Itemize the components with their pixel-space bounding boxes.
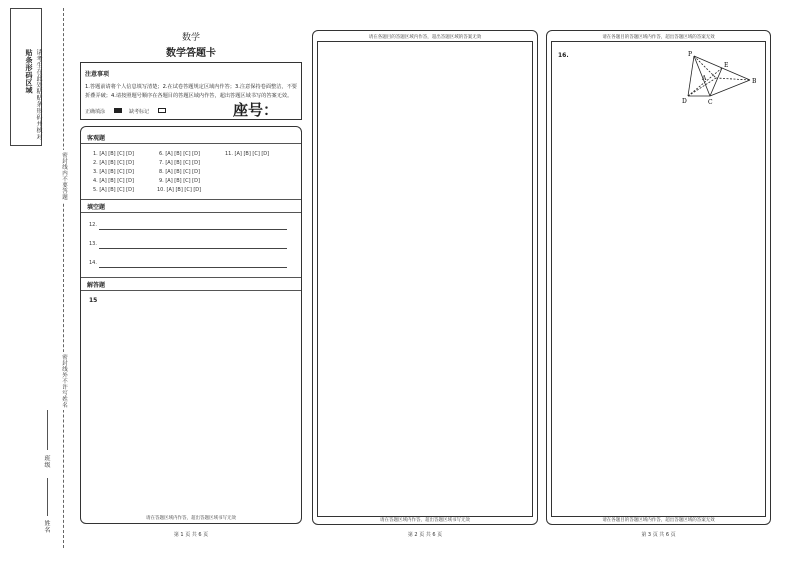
fill-q14-label: 14. bbox=[89, 260, 97, 266]
page3-top-warning: 请在各题目的答题区域内作答，超出答题区域的答案无效 bbox=[602, 35, 715, 40]
page1-footer: 第 1 页 共 6 页 bbox=[173, 532, 209, 538]
choice-q9[interactable]: 9. [A] [B] [C] [D] bbox=[159, 178, 200, 184]
notice-text: 1.答题前请将个人信息填写清楚；2.在试卷答题规定区域内作答；3.注意保持卷面整洁，不要折叠弄破；4.请按照题号顺序在各题目的答题区域内作答，超出答题区域书写的答案无效。 bbox=[85, 84, 297, 99]
page2-bottom-warning: 请在答题区域内作答，超出答题区域书写无效 bbox=[380, 518, 470, 523]
legend-missing-label: 缺考标记 bbox=[129, 109, 150, 115]
page3-footer: 第 3 页 共 6 页 bbox=[641, 532, 676, 538]
q15-answer-area[interactable] bbox=[83, 295, 299, 513]
empty-mark-icon bbox=[158, 108, 166, 113]
notice-box bbox=[80, 62, 302, 120]
choice-q11[interactable]: 11. [A] [B] [C] [D] bbox=[225, 151, 270, 157]
seal-line-text-bottom: 密封线外不许写姓名 bbox=[61, 354, 67, 408]
page2-top-warning: 请在各题目的答题区域内作答，超出答题区域的答案无效 bbox=[368, 35, 482, 40]
name-line bbox=[47, 478, 48, 516]
page3-bottom-warning: 请在各题目的答题区域内作答，超出答题区域的答案无效 bbox=[602, 518, 715, 523]
solve-q16-label: 16. bbox=[558, 52, 569, 59]
fill-q12-label: 12. bbox=[89, 222, 97, 228]
class-line bbox=[47, 410, 48, 450]
choice-q3[interactable]: 3. [A] [B] [C] [D] bbox=[93, 169, 134, 175]
seal-line bbox=[63, 8, 64, 548]
fill-heading: 填空题 bbox=[87, 204, 106, 211]
fill-q13-answer-line[interactable] bbox=[99, 248, 287, 249]
class-label: 班级 bbox=[43, 455, 50, 468]
page1-warning: 请在答题区域内作答，超出答题区域书写无效 bbox=[146, 516, 236, 521]
legend-correct-label: 正确填涂 bbox=[85, 109, 106, 115]
fill-q13-label: 13. bbox=[89, 241, 97, 247]
choice-q1[interactable]: 1. [A] [B] [C] [D] bbox=[93, 151, 134, 157]
divider bbox=[81, 199, 301, 200]
objective-heading: 客观题 bbox=[87, 135, 106, 142]
page2-answer-panel bbox=[312, 30, 538, 525]
divider bbox=[81, 290, 301, 291]
name-label: 姓名 bbox=[43, 520, 50, 533]
page2-footer: 第 2 页 共 6 页 bbox=[407, 532, 443, 538]
page3-answer-panel bbox=[546, 30, 771, 525]
barcode-area bbox=[10, 8, 42, 146]
card-title: 数学答题卡 bbox=[166, 48, 216, 59]
choice-q8[interactable]: 8. [A] [B] [C] [D] bbox=[159, 169, 200, 175]
filled-mark-icon bbox=[114, 108, 122, 113]
choice-q7[interactable]: 7. [A] [B] [C] [D] bbox=[159, 160, 200, 166]
choice-q2[interactable]: 2. [A] [B] [C] [D] bbox=[93, 160, 134, 166]
choice-q10[interactable]: 10. [A] [B] [C] [D] bbox=[157, 187, 202, 193]
page2-answer-area[interactable] bbox=[317, 41, 533, 517]
solve-q15-label: 15 bbox=[89, 297, 98, 304]
figure-label-d: D bbox=[682, 98, 687, 105]
page3-answer-area[interactable] bbox=[551, 41, 766, 517]
notice-title: 注意事项 bbox=[85, 71, 110, 78]
seat-number-label: 座号： bbox=[233, 101, 279, 119]
barcode-area-title: 贴条形码区域 bbox=[25, 49, 33, 94]
figure-label-c: C bbox=[708, 99, 713, 106]
divider bbox=[81, 143, 301, 144]
solve-heading: 解答题 bbox=[87, 282, 106, 289]
page1-answer-panel bbox=[80, 126, 302, 524]
fill-q12-answer-line[interactable] bbox=[99, 229, 287, 230]
choice-q5[interactable]: 5. [A] [B] [C] [D] bbox=[93, 187, 134, 193]
figure-label-p: P bbox=[688, 51, 693, 58]
divider bbox=[81, 277, 301, 278]
divider bbox=[81, 212, 301, 213]
figure-label-a: A bbox=[702, 75, 707, 82]
figure-label-e: E bbox=[724, 62, 729, 69]
pyramid-figure bbox=[680, 50, 762, 106]
barcode-area-note: 请考生在此处粘贴条形码并核对 bbox=[35, 49, 42, 140]
subject-title: 数学 bbox=[181, 33, 200, 43]
choice-q4[interactable]: 4. [A] [B] [C] [D] bbox=[93, 178, 134, 184]
fill-q14-answer-line[interactable] bbox=[99, 267, 287, 268]
choice-q6[interactable]: 6. [A] [B] [C] [D] bbox=[159, 151, 200, 157]
figure-label-b: B bbox=[752, 78, 757, 85]
seal-line-text-top: 密封线内不要答题 bbox=[61, 152, 67, 200]
